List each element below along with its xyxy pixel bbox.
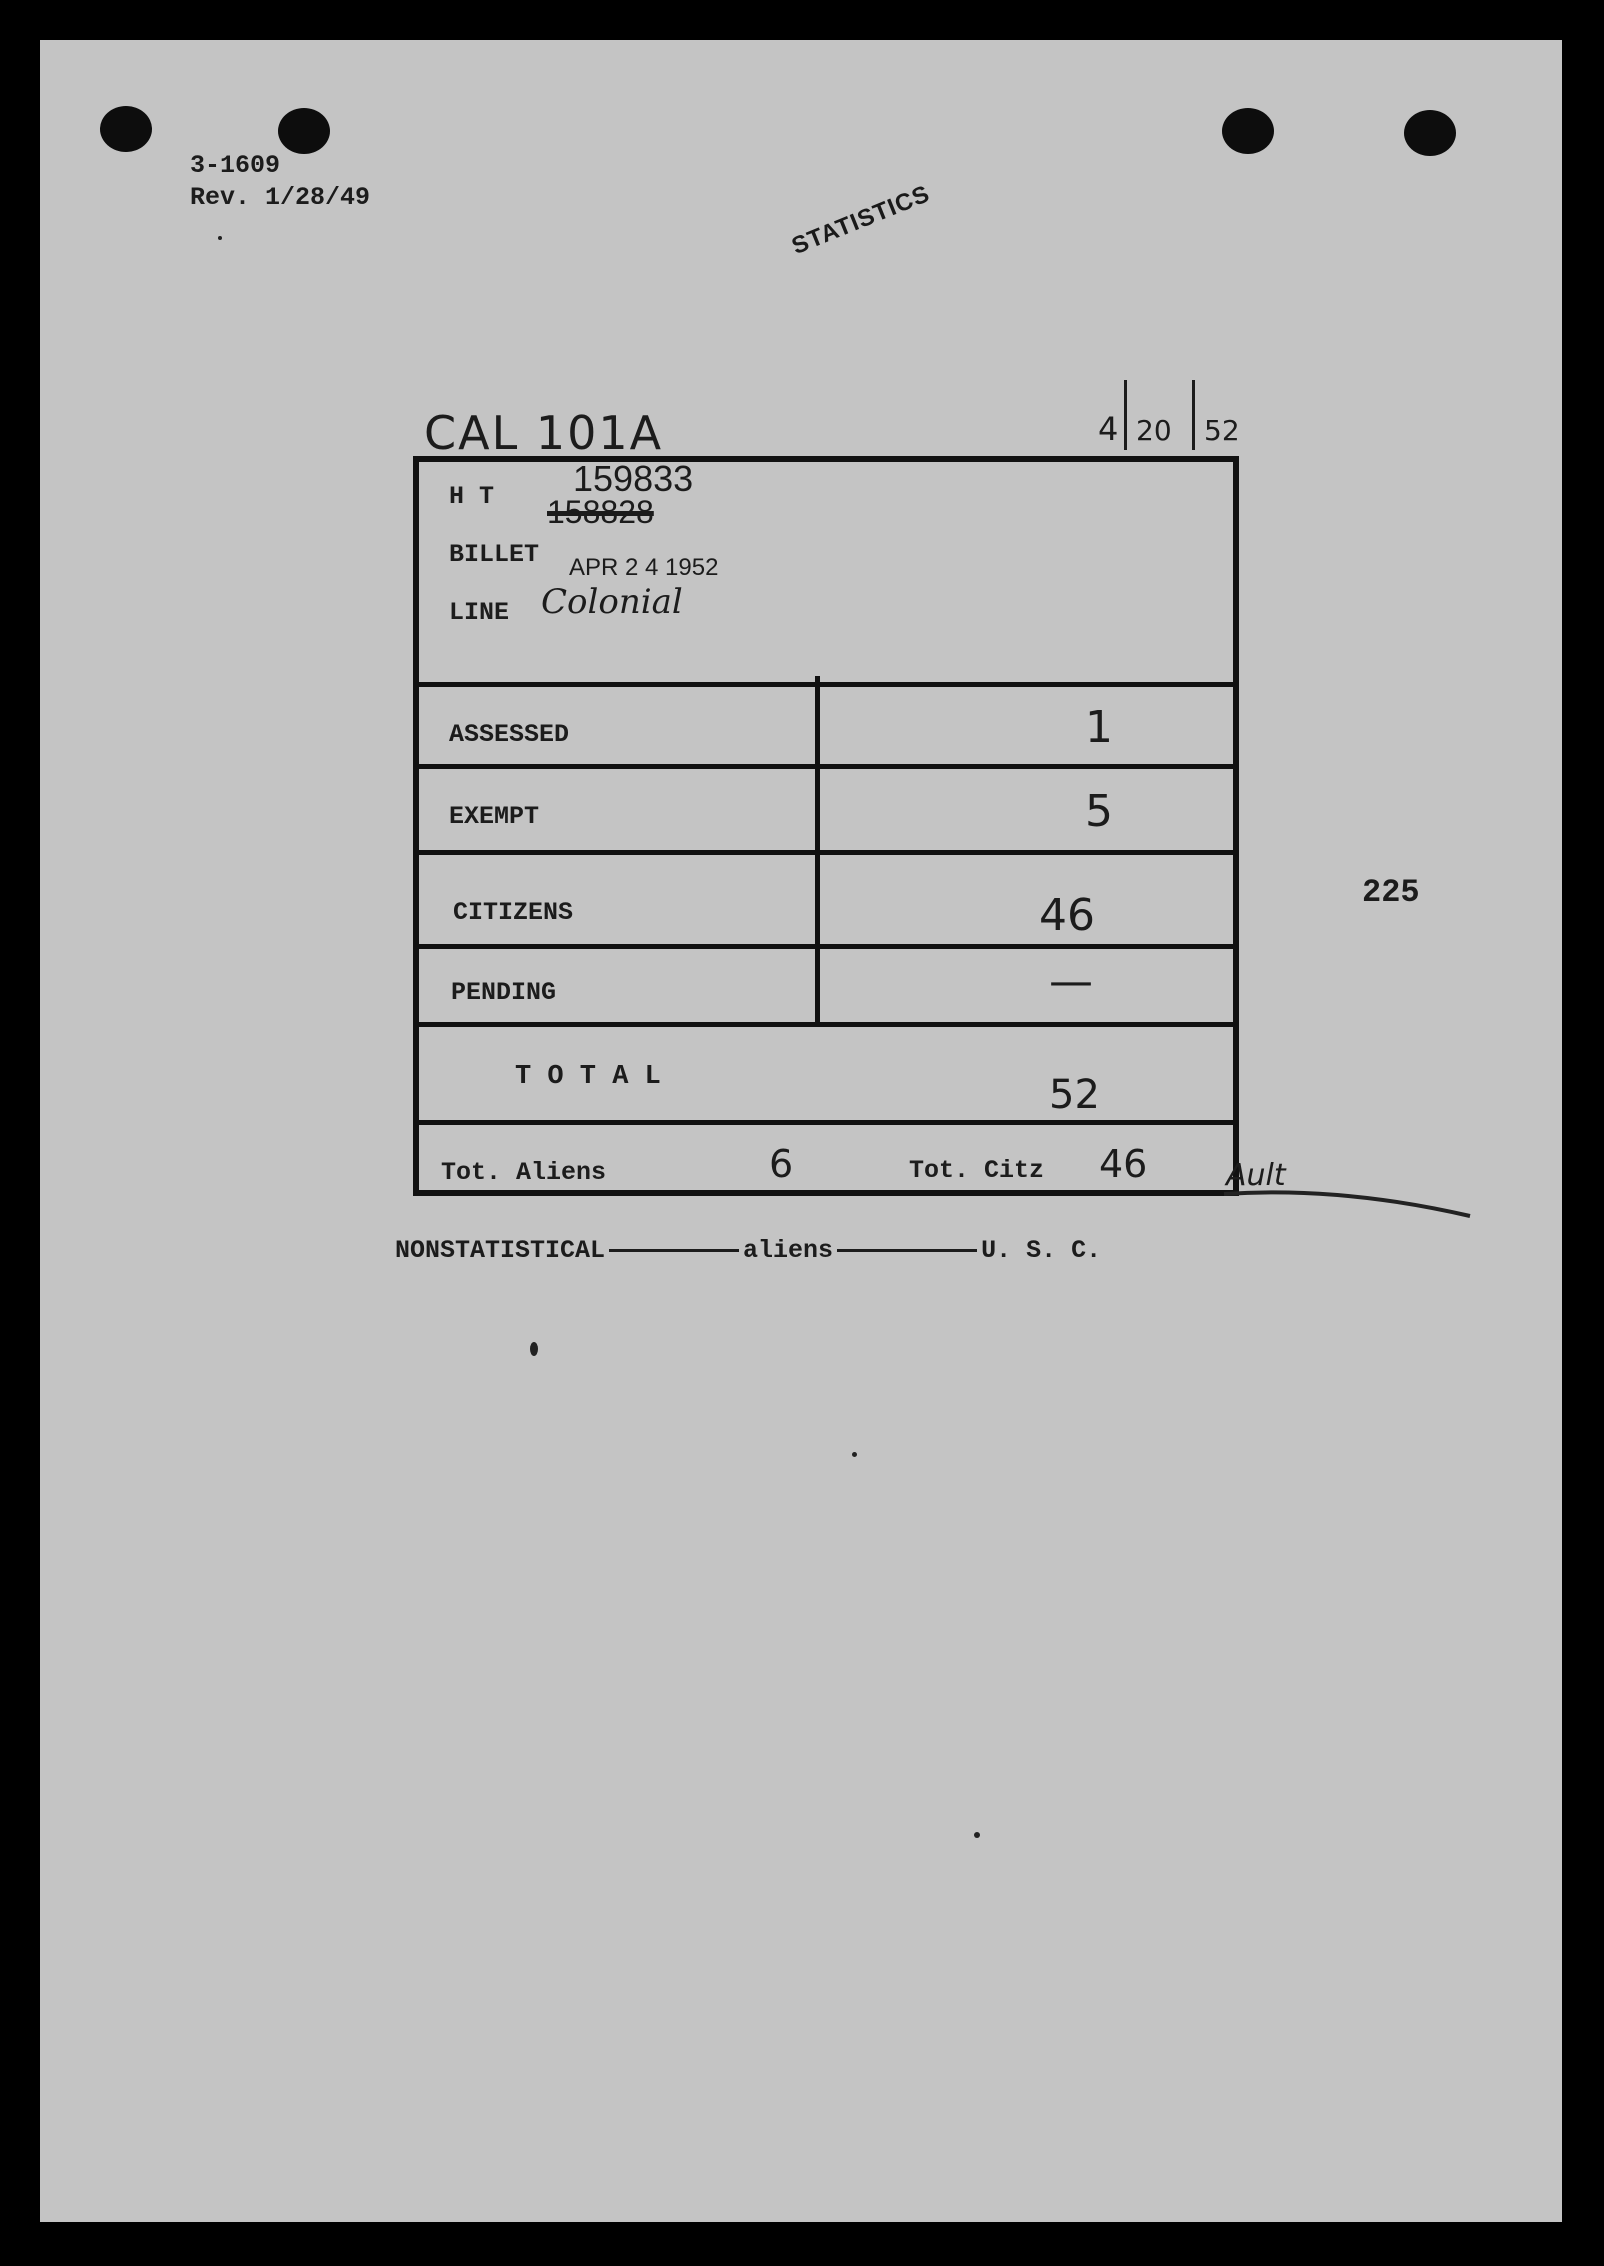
date-year: 52 [1204, 414, 1240, 447]
card-divider [419, 1022, 1233, 1027]
pending-value: — [1049, 956, 1093, 1007]
ink-speck [974, 1832, 980, 1838]
total-label: T O T A L [515, 1062, 661, 1092]
form-number: 3-1609 [190, 151, 281, 180]
billet-date-stamp: APR 2 4 1952 [569, 554, 719, 581]
assessed-label: ASSESSED [449, 720, 570, 749]
card-divider [419, 764, 1233, 769]
statistics-card [413, 456, 1239, 1196]
tot-aliens-label: Tot. Aliens [441, 1158, 607, 1187]
punch-hole-icon [278, 108, 330, 154]
total-value: 52 [1049, 1072, 1100, 1118]
punch-hole-icon [100, 106, 152, 152]
exempt-label: EXEMPT [449, 802, 540, 831]
card-divider [419, 944, 1233, 949]
date-divider [1124, 380, 1127, 450]
statistics-stamp: STATISTICS [788, 180, 934, 261]
tot-citz-value: 46 [1099, 1142, 1148, 1186]
card-divider [419, 682, 1233, 687]
blank-line [837, 1249, 977, 1252]
pending-label: PENDING [451, 978, 557, 1007]
card-date [1088, 380, 1256, 460]
document-page [40, 40, 1562, 2222]
date-month: 4 [1098, 410, 1119, 448]
side-number: 225 [1362, 874, 1420, 911]
billet-label: BILLET [449, 540, 540, 569]
exempt-value: 5 [1085, 786, 1113, 837]
ink-speck [530, 1342, 538, 1356]
date-day: 20 [1136, 414, 1172, 447]
nonstat-label: NONSTATISTICAL [395, 1236, 606, 1265]
line-label: LINE [449, 598, 510, 627]
usc-label: U. S. C. [981, 1236, 1102, 1265]
card-divider [419, 850, 1233, 855]
nonstatistical-line [395, 1236, 1101, 1265]
date-divider [1192, 380, 1195, 450]
punch-hole-icon [1222, 108, 1274, 154]
tot-citz-label: Tot. Citz [909, 1156, 1045, 1185]
blank-line [609, 1249, 739, 1252]
card-divider [419, 1120, 1233, 1125]
ht-number: 159833 [573, 458, 694, 499]
ink-speck [852, 1452, 857, 1457]
reviewer-initials: Ault [1226, 1158, 1286, 1193]
assessed-value: 1 [1085, 702, 1113, 753]
tot-aliens-value: 6 [769, 1142, 794, 1186]
citizens-label: CITIZENS [453, 898, 574, 927]
ht-label: H T [449, 482, 495, 511]
form-revision: Rev. 1/28/49 [190, 183, 371, 212]
punch-hole-icon [1404, 110, 1456, 156]
citizens-value: 46 [1039, 890, 1095, 941]
ink-speck [218, 236, 222, 240]
initials-underline [1220, 1180, 1480, 1220]
vessel-code: CAL 101A [424, 406, 664, 460]
aliens-label: aliens [743, 1236, 834, 1265]
form-number-block [190, 150, 370, 214]
line-value: Colonial [541, 582, 683, 622]
ht-struck-number: 158828 [547, 494, 654, 530]
